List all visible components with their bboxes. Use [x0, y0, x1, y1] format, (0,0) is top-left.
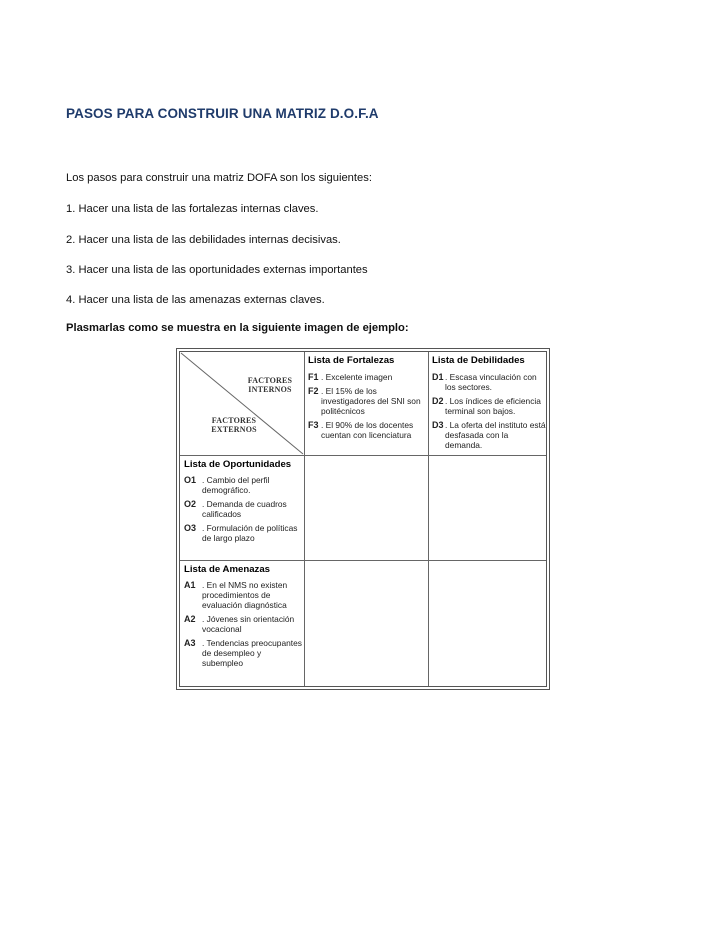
- amenazas-cell: [184, 564, 302, 668]
- matrix-row-divider-1: [180, 455, 546, 456]
- factores-externos-label: FACTORES EXTERNOS: [211, 416, 257, 434]
- matrix-row-divider-2: [180, 560, 546, 561]
- fortalezas-item: F2 . El 15% de los investigadores del SNI son politécnicos: [308, 386, 421, 416]
- fortalezas-header: Lista de Fortalezas: [308, 355, 395, 366]
- amenazas-item: A2 . Jóvenes sin orientación vocacional: [184, 614, 295, 634]
- example-caption: Plasmarlas como se muestra en la siguiente imagen de ejemplo:: [66, 322, 409, 334]
- step-4: 4. Hacer una lista de las amenazas externas claves.: [66, 294, 325, 306]
- oportunidades-item: O3 . Formulación de políticas de largo plazo: [184, 523, 298, 543]
- oportunidades-header: Lista de Oportunidades: [184, 459, 292, 470]
- page-title: PASOS PARA CONSTRUIR UNA MATRIZ D.O.F.A: [66, 106, 379, 121]
- oportunidades-cell: [184, 459, 302, 543]
- step-1: 1. Hacer una lista de las fortalezas internas claves.: [66, 203, 319, 215]
- amenazas-header: Lista de Amenazas: [184, 564, 271, 575]
- debilidades-item: D1 . Escasa vinculación con los sectores.: [432, 372, 537, 392]
- amenazas-item: A1 . En el NMS no existen procedimientos de evaluación diagnóstica: [184, 580, 288, 610]
- debilidades-header: Lista de Debilidades: [432, 355, 525, 366]
- dofa-matrix-image: [176, 348, 550, 690]
- fortalezas-item: F3 . El 90% de los docentes cuentan con licenciatura: [308, 420, 414, 440]
- debilidades-item: D2 . Los índices de eficiencia terminal son bajos.: [432, 396, 541, 416]
- amenazas-item: A3 . Tendencias preocupantes de desempleo y subempleo: [184, 638, 302, 668]
- oportunidades-item: O1 . Cambio del perfil demográfico.: [184, 475, 270, 495]
- oportunidades-item: O2 . Demanda de cuadros calificados: [184, 499, 287, 519]
- matrix-col-divider-1: [304, 352, 305, 686]
- intro-paragraph: Los pasos para construir una matriz DOFA son los siguientes:: [66, 172, 372, 184]
- step-2: 2. Hacer una lista de las debilidades internas decisivas.: [66, 234, 341, 246]
- corner-diagonal: [180, 352, 304, 455]
- debilidades-item: D3 . La oferta del instituto está desfasada con la demanda.: [432, 420, 546, 450]
- matrix-col-divider-2: [428, 352, 429, 686]
- step-3: 3. Hacer una lista de las oportunidades externas importantes: [66, 264, 368, 276]
- fortalezas-cell: [308, 355, 426, 440]
- debilidades-cell: [432, 355, 546, 450]
- fortalezas-item: F1 . Excelente imagen: [308, 372, 393, 382]
- factores-internos-label: FACTORES INTERNOS: [247, 376, 293, 394]
- matrix-frame: [179, 351, 547, 687]
